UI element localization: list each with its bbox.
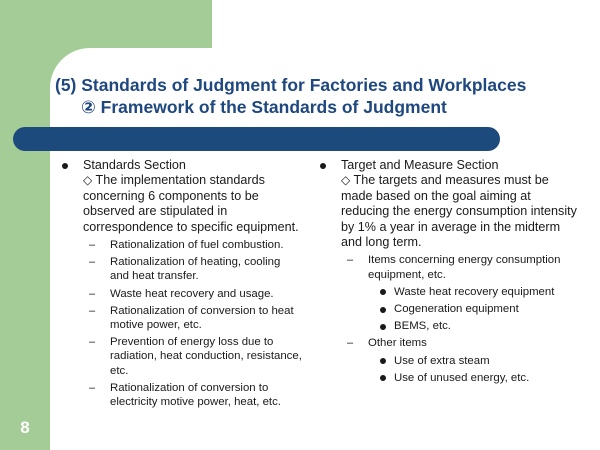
list-item [318,285,580,299]
bullet-icon [380,358,386,364]
bullet-icon [320,163,326,169]
list-item-text: Rationalization of conversion to electricity motive power, heat, etc. [110,381,281,409]
dash-icon: – [89,304,96,317]
dash-icon: – [89,336,96,349]
list-item-text: Rationalization of heating, cooling and heat transfer. [110,256,281,283]
list-group-label [318,253,580,281]
target-measure-list [318,253,580,385]
bullet-icon [380,375,386,381]
list-item [60,255,302,283]
list-item [318,319,580,333]
target-measure-section-heading: Target and Measure Section [341,158,499,172]
list-item-text: Rationalization of conversion to heat motive power, etc. [110,304,294,332]
diamond-icon: ◇ [83,173,93,188]
standards-section-column [60,158,302,409]
list-item [318,354,580,368]
bullet-icon [380,307,386,313]
standards-section-description [83,173,302,235]
slide-title [55,74,600,118]
standards-section-bullet [60,158,302,235]
group-label-text: Items concerning energy consumption equipment, etc. [368,254,561,281]
list-item-text: Cogeneration equipment [394,303,519,316]
list-item [318,302,580,316]
standards-section-heading: Standards Section [83,158,186,172]
diamond-icon: ◇ [341,173,351,188]
bullet-icon [380,289,386,295]
dash-icon: – [347,337,354,350]
bullet-icon [62,163,68,169]
target-measure-section-bullet [318,158,580,250]
title-underline-bar [13,127,500,151]
list-item-text: Prevention of energy loss due to radiation, heat conduction, resistance, etc. [110,336,302,377]
list-item-text: Use of unused energy, etc. [394,371,530,384]
dash-icon: – [89,287,96,300]
list-item [60,238,302,252]
target-measure-section-description [341,173,580,250]
list-item [60,335,302,378]
list-item-text: Waste heat recovery equipment [394,285,555,298]
list-item-text: Waste heat recovery and usage. [110,287,274,300]
dash-icon: – [89,381,96,394]
standards-component-list [60,238,302,409]
list-group-label [318,336,580,350]
target-description-text: The targets and measures must be made based on the goal aiming at reducing the energy consumption intensity by 1% a year in average in the midterm and long term. [341,173,577,250]
standards-description-text: The implementation standards concerning 6 components to be observed are stipulated in correspondence to specific equipment. [83,173,299,234]
bullet-icon [380,324,386,330]
slide-number: 8 [20,418,30,437]
dash-icon: – [89,239,96,252]
target-measure-section-column [318,158,580,385]
list-item [318,371,580,385]
group-label-text: Other items [368,337,427,350]
title-line-1: (5) Standards of Judgment for Factories and Workplaces [55,75,527,95]
list-item-text: BEMS, etc. [394,320,451,333]
dash-icon: – [347,254,354,267]
list-item-text: Use of extra steam [394,354,490,367]
dash-icon: – [89,256,96,269]
list-item-text: Rationalization of fuel combustion. [110,239,284,252]
title-line-2: ② Framework of the Standards of Judgment [81,97,447,117]
list-item [60,287,302,301]
list-item [60,381,302,409]
list-item [60,304,302,332]
